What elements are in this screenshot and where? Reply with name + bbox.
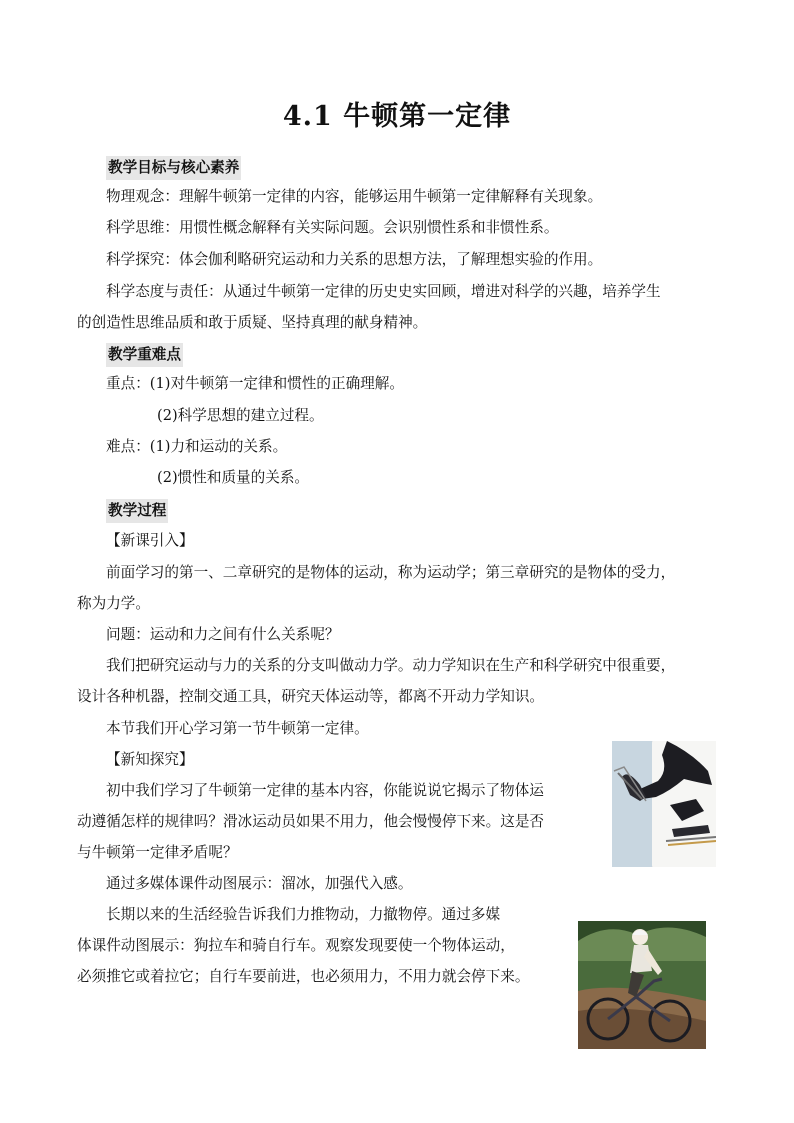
keypoint-line: (2)科学思想的建立过程。 xyxy=(157,407,324,424)
goal-line: 科学思维：用惯性概念解释有关实际问题。会识别惯性系和非惯性系。 xyxy=(106,219,559,236)
explore-line: 动遵循怎样的规律吗？滑冰运动员如果不用力，他会慢慢停下来。这是否 xyxy=(77,813,545,830)
explore-line: 体课件动图展示：狗拉车和骑自行车。观察发现要使一个物体运动， xyxy=(77,937,515,954)
explore-line: 通过多媒体课件动图展示：溜冰，加强代入感。 xyxy=(106,875,413,892)
explore-line: 长期以来的生活经验告诉我们力推物动，力撤物停。通过多媒 xyxy=(106,906,501,923)
page-title: 4.1 牛顿第一定律 xyxy=(282,101,512,132)
intro-line: 前面学习的第一、二章研究的是物体的运动，称为运动学；第三章研究的是物体的受力， xyxy=(106,564,676,581)
intro-line: 本节我们开心学习第一节牛顿第一定律。 xyxy=(106,720,369,737)
intro-line: 我们把研究运动与力的关系的分支叫做动力学。动力学知识在生产和科学研究中很重要， xyxy=(106,657,676,674)
cycling-illustration xyxy=(578,921,706,1049)
goal-line: 物理观念：理解牛顿第一定律的内容，能够运用牛顿第一定律解释有关现象。 xyxy=(106,188,603,205)
section-heading-keypoints: 教学重难点 xyxy=(106,343,183,367)
explore-line: 必须推它或着拉它；自行车要前进，也必须用力，不用力就会停下来。 xyxy=(77,968,530,985)
goal-line: 的创造性思维品质和敢于质疑、坚持真理的献身精神。 xyxy=(77,314,428,331)
section-heading-process: 教学过程 xyxy=(106,499,168,523)
section-heading-goals: 教学目标与核心素养 xyxy=(106,156,241,180)
explore-line: 初中我们学习了牛顿第一定律的基本内容，你能说说它揭示了物体运 xyxy=(106,782,544,799)
keypoint-line: 重点：(1)对牛顿第一定律和惯性的正确理解。 xyxy=(106,375,404,392)
intro-line: 问题：运动和力之间有什么关系呢？ xyxy=(106,626,340,643)
subsection-label-explore: 【新知探究】 xyxy=(106,751,194,768)
keypoint-line: (2)惯性和质量的关系。 xyxy=(157,469,310,486)
keypoint-line: 难点：(1)力和运动的关系。 xyxy=(106,438,288,455)
goal-line: 科学态度与责任：从通过牛顿第一定律的历史史实回顾，增进对科学的兴趣，培养学生 xyxy=(106,283,661,300)
explore-line: 与牛顿第一定律矛盾呢？ xyxy=(77,844,238,861)
skating-illustration xyxy=(612,741,716,867)
intro-line: 设计各种机器，控制交通工具，研究天体运动等，都离不开动力学知识。 xyxy=(77,688,545,705)
goal-line: 科学探究：体会伽利略研究运动和力关系的思想方法，了解理想实验的作用。 xyxy=(106,251,603,268)
intro-line: 称为力学。 xyxy=(77,595,150,612)
subsection-label-intro: 【新课引入】 xyxy=(106,532,194,549)
